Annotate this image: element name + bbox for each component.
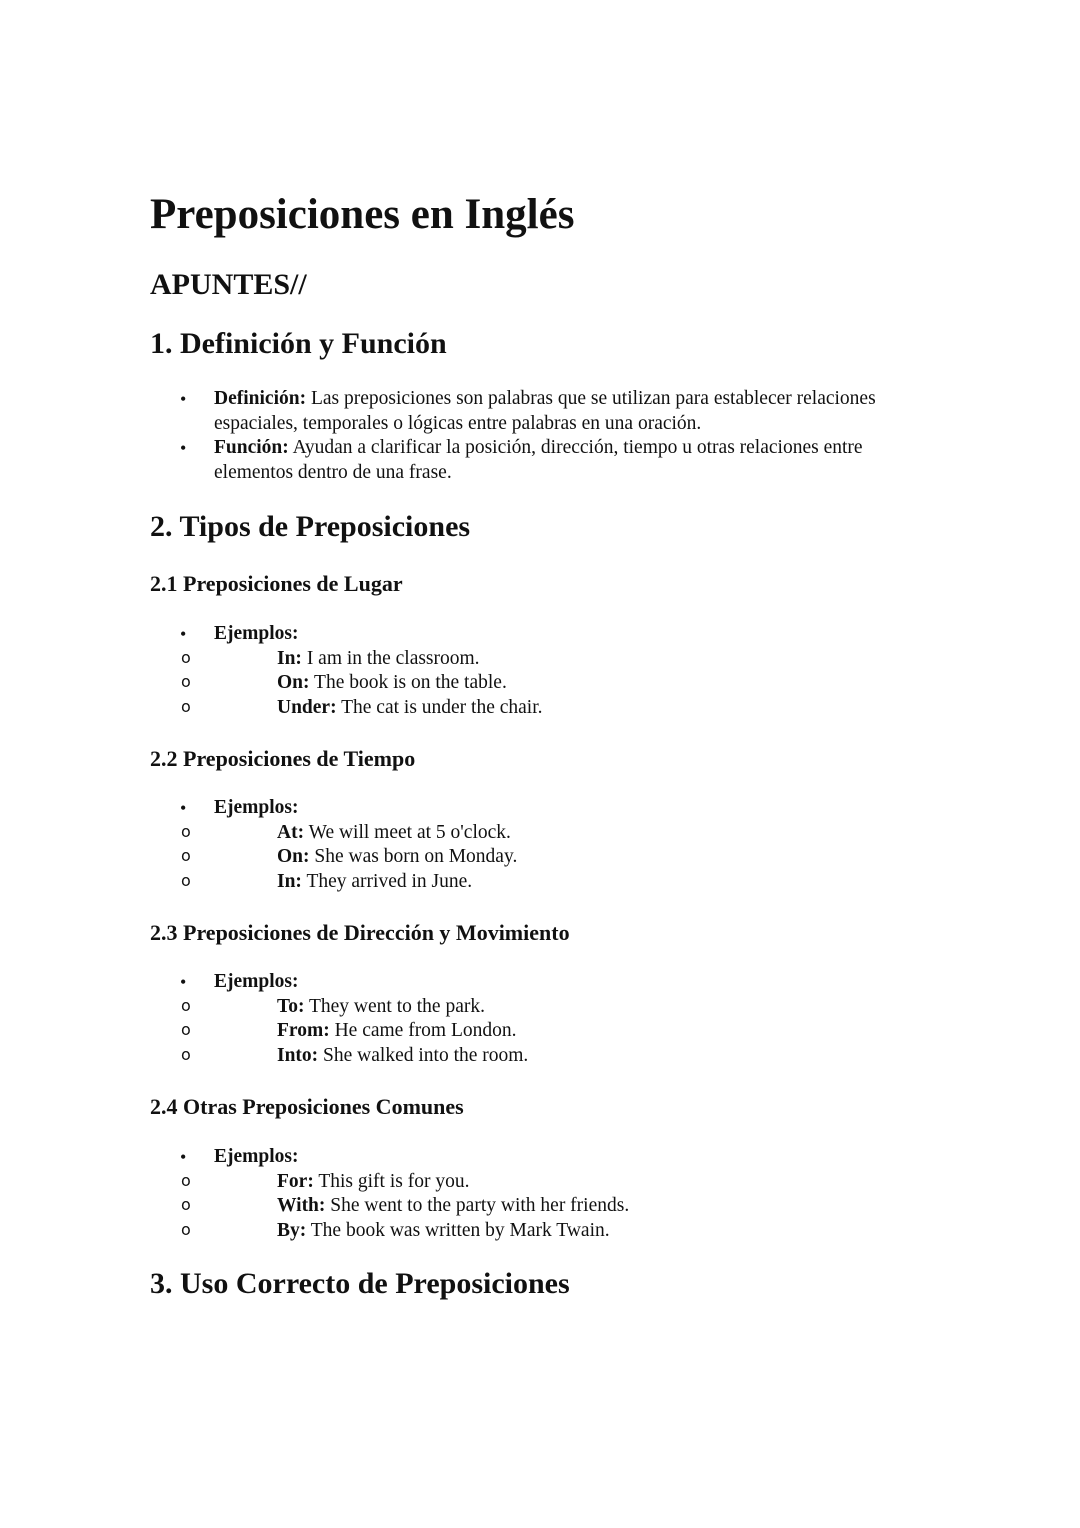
- list-item: [150, 436, 940, 485]
- example-sentence: I am in the classroom.: [301, 647, 480, 669]
- examples-label: Ejemplos:: [214, 623, 299, 644]
- example-sentence: They went to the park.: [304, 995, 485, 1017]
- examples-sublist: [150, 647, 940, 721]
- definition-list: [150, 387, 940, 485]
- example-item: [150, 821, 940, 846]
- example-item: [150, 671, 940, 696]
- examples-sublist: [150, 1170, 940, 1244]
- example-item: [150, 995, 940, 1020]
- example-item: [150, 870, 940, 895]
- preposition-word: In:: [277, 870, 302, 892]
- preposition-word: On:: [277, 672, 310, 693]
- example-sentence: They arrived in June.: [301, 870, 473, 892]
- function-label: Función:: [214, 437, 289, 458]
- subsection-2-3-heading: 2.3 Preposiciones de Dirección y Movimiento: [150, 920, 570, 945]
- list-item: [150, 387, 940, 436]
- preposition-word: In:: [277, 647, 302, 669]
- example-sentence: We will meet at 5 o'clock.: [304, 821, 511, 843]
- example-sentence: She walked into the room.: [318, 1044, 529, 1066]
- definition-text: Las preposiciones son palabras que se utilizan para establecer relaciones espaciales, temporales o lógicas entre palabras en una oración.: [214, 388, 876, 434]
- example-item: [150, 1170, 940, 1195]
- examples-sublist: [150, 995, 940, 1069]
- examples-list-lugar: [150, 622, 940, 720]
- example-item: [150, 696, 940, 721]
- preposition-word: Into:: [277, 1044, 319, 1066]
- section-1-heading: 1. Definición y Función: [150, 327, 447, 360]
- example-sentence: The book is on the table.: [309, 672, 507, 693]
- example-sentence: The cat is under the chair.: [336, 696, 543, 718]
- list-item: [150, 622, 940, 720]
- notes-heading: APUNTES//: [150, 268, 307, 301]
- example-item: [150, 1019, 940, 1044]
- preposition-word: At:: [277, 821, 305, 843]
- section-3-heading: 3. Uso Correcto de Preposiciones: [150, 1267, 570, 1300]
- examples-sublist: [150, 821, 940, 895]
- preposition-word: Under:: [277, 696, 337, 718]
- preposition-word: To:: [277, 995, 305, 1017]
- subsection-2-4-heading: 2.4 Otras Preposiciones Comunes: [150, 1094, 464, 1119]
- list-item: [150, 796, 940, 894]
- examples-list-tiempo: [150, 796, 940, 894]
- examples-label: Ejemplos:: [214, 797, 299, 818]
- list-item: [150, 970, 940, 1068]
- list-item: [150, 1145, 940, 1243]
- examples-list-otras: [150, 1145, 940, 1243]
- examples-label: Ejemplos:: [214, 1146, 299, 1167]
- example-item: [150, 1044, 940, 1069]
- example-sentence: She was born on Monday.: [309, 846, 518, 867]
- example-item: [150, 647, 940, 672]
- example-sentence: The book was written by Mark Twain.: [306, 1219, 610, 1241]
- preposition-word: From:: [277, 1020, 330, 1041]
- preposition-word: On:: [277, 846, 310, 867]
- example-sentence: She went to the party with her friends.: [325, 1195, 630, 1216]
- preposition-word: By:: [277, 1219, 307, 1241]
- example-item: [150, 1194, 940, 1219]
- example-item: [150, 845, 940, 870]
- preposition-word: With:: [277, 1195, 326, 1216]
- examples-list-direccion: [150, 970, 940, 1068]
- example-sentence: This gift is for you.: [313, 1170, 470, 1192]
- example-item: [150, 1219, 940, 1244]
- preposition-word: For:: [277, 1170, 314, 1192]
- definition-label: Definición:: [214, 388, 307, 409]
- document-title: Preposiciones en Inglés: [150, 191, 575, 238]
- example-sentence: He came from London.: [329, 1020, 517, 1041]
- subsection-2-2-heading: 2.2 Preposiciones de Tiempo: [150, 746, 416, 771]
- subsection-2-1-heading: 2.1 Preposiciones de Lugar: [150, 571, 403, 596]
- examples-label: Ejemplos:: [214, 971, 299, 992]
- function-text: Ayudan a clarificar la posición, dirección, tiempo u otras relaciones entre elementos dentro de una frase.: [214, 437, 863, 483]
- section-2-heading: 2. Tipos de Preposiciones: [150, 510, 471, 543]
